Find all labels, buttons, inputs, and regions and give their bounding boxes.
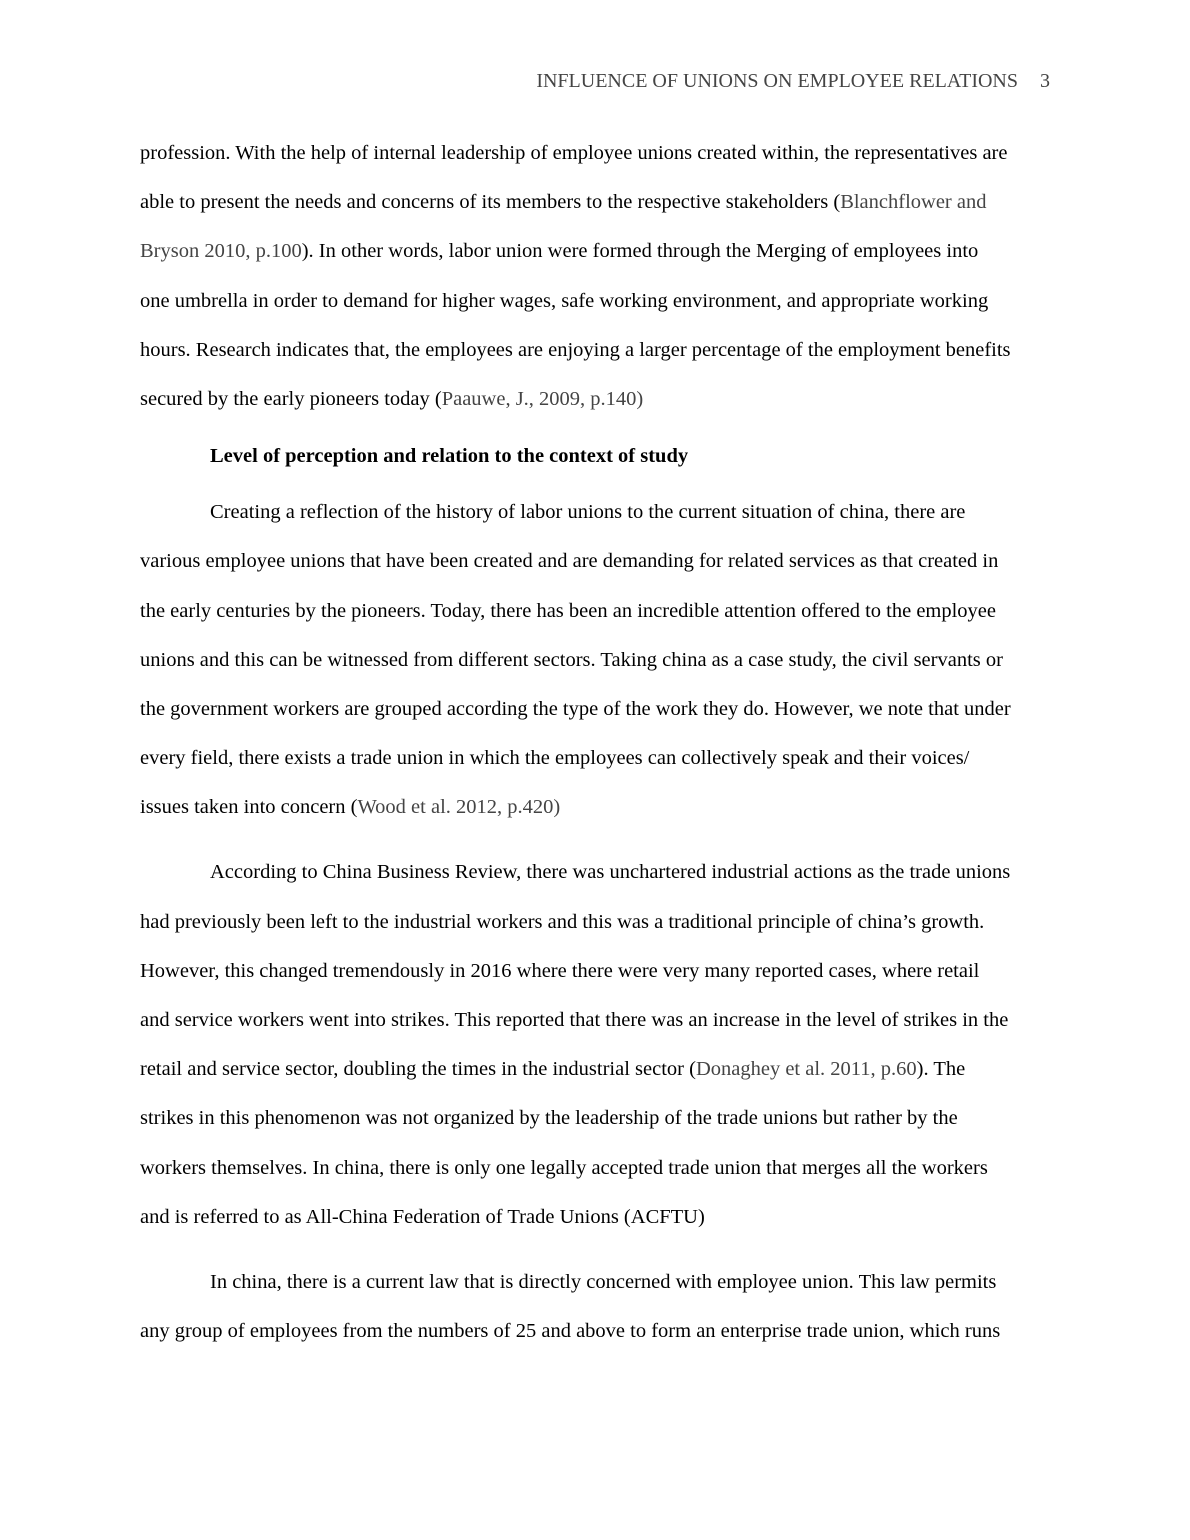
text-line: Creating a reflection of the history of labor unions to the current situation of china, there are [210, 501, 966, 524]
text-line: had previously been left to the industrial workers and this was a traditional principle of china’s growth. [140, 910, 985, 933]
text-run: ) [553, 796, 561, 819]
text-line: and is referred to as All-China Federation of Trade Unions (ACFTU) [140, 1205, 705, 1228]
text-run: able to present the needs and concerns of its members to the respective stakeholders ( [140, 191, 841, 214]
text-line: various employee unions that have been created and are demanding for related services as that created in [140, 550, 999, 573]
text-run: retail and service sector, doubling the times in the industrial sector ( [140, 1058, 696, 1081]
document-body [140, 129, 1050, 1356]
text-line: the early centuries by the pioneers. Today, there has been an incredible attention offered to the employee [140, 599, 997, 622]
text-line [140, 227, 1050, 276]
text-line: workers themselves. In china, there is only one legally accepted trade union that merges all the workers [140, 1156, 988, 1179]
section-heading: Level of perception and relation to the context of study [210, 445, 689, 468]
paragraph-2 [140, 488, 1050, 832]
paragraph-4 [140, 1258, 1050, 1356]
page-number: 3 [1040, 70, 1050, 92]
citation: Paauwe, J., 2009, p.140 [441, 387, 637, 410]
text-line: However, this changed tremendously in 2016 where there were very many reported cases, where retail [140, 959, 980, 982]
running-header [536, 70, 1050, 93]
text-line: one umbrella in order to demand for higher wages, safe working environment, and appropriate working [140, 289, 989, 312]
text-run: ). The [916, 1058, 966, 1081]
text-run: ). In other words, labor union were formed through the Merging of employees into [301, 240, 979, 263]
text-line: the government workers are grouped according the type of the work they do. However, we note that under [140, 697, 1011, 720]
paragraph-3 [140, 848, 1050, 1242]
citation: Wood et al. 2012, p.420 [357, 796, 554, 819]
text-line [140, 375, 1050, 424]
citation: Donaghey et al. 2011, p.60 [695, 1058, 917, 1081]
running-head-title: INFLUENCE OF UNIONS ON EMPLOYEE RELATIONS [536, 70, 1018, 92]
text-line: and service workers went into strikes. This reported that there was an increase in the level of strikes in the [140, 1009, 1009, 1031]
text-line: According to China Business Review, there was unchartered industrial actions as the trade unions [210, 861, 1011, 884]
citation: Bryson 2010, p.100 [140, 240, 302, 263]
text-line [140, 1045, 1050, 1094]
text-run: secured by the early pioneers today ( [140, 387, 442, 410]
text-line: strikes in this phenomenon was not organized by the leadership of the trade unions but rather by the [140, 1107, 958, 1130]
paragraph-1 [140, 129, 1050, 424]
text-run: ) [636, 387, 644, 410]
text-line: hours. Research indicates that, the employees are enjoying a larger percentage of the employment benefits [140, 338, 1011, 361]
text-line: profession. With the help of internal leadership of employee unions created within, the representatives are [140, 142, 1008, 164]
text-line: In china, there is a current law that is directly concerned with employee union. This law permits [210, 1270, 997, 1293]
text-line [140, 178, 1050, 227]
paragraph-spacing [140, 1242, 1050, 1258]
citation: Blanchflower and [840, 191, 987, 214]
paragraph-spacing [140, 832, 1050, 848]
text-line [140, 783, 1050, 832]
text-line: unions and this can be witnessed from different sectors. Taking china as a case study, the civil servants or [140, 648, 1003, 671]
text-line: every field, there exists a trade union in which the employees can collectively speak and their voices/ [140, 747, 970, 770]
text-line: any group of employees from the numbers of 25 and above to form an enterprise trade union, which runs [140, 1320, 1001, 1343]
text-run: issues taken into concern ( [140, 796, 358, 819]
